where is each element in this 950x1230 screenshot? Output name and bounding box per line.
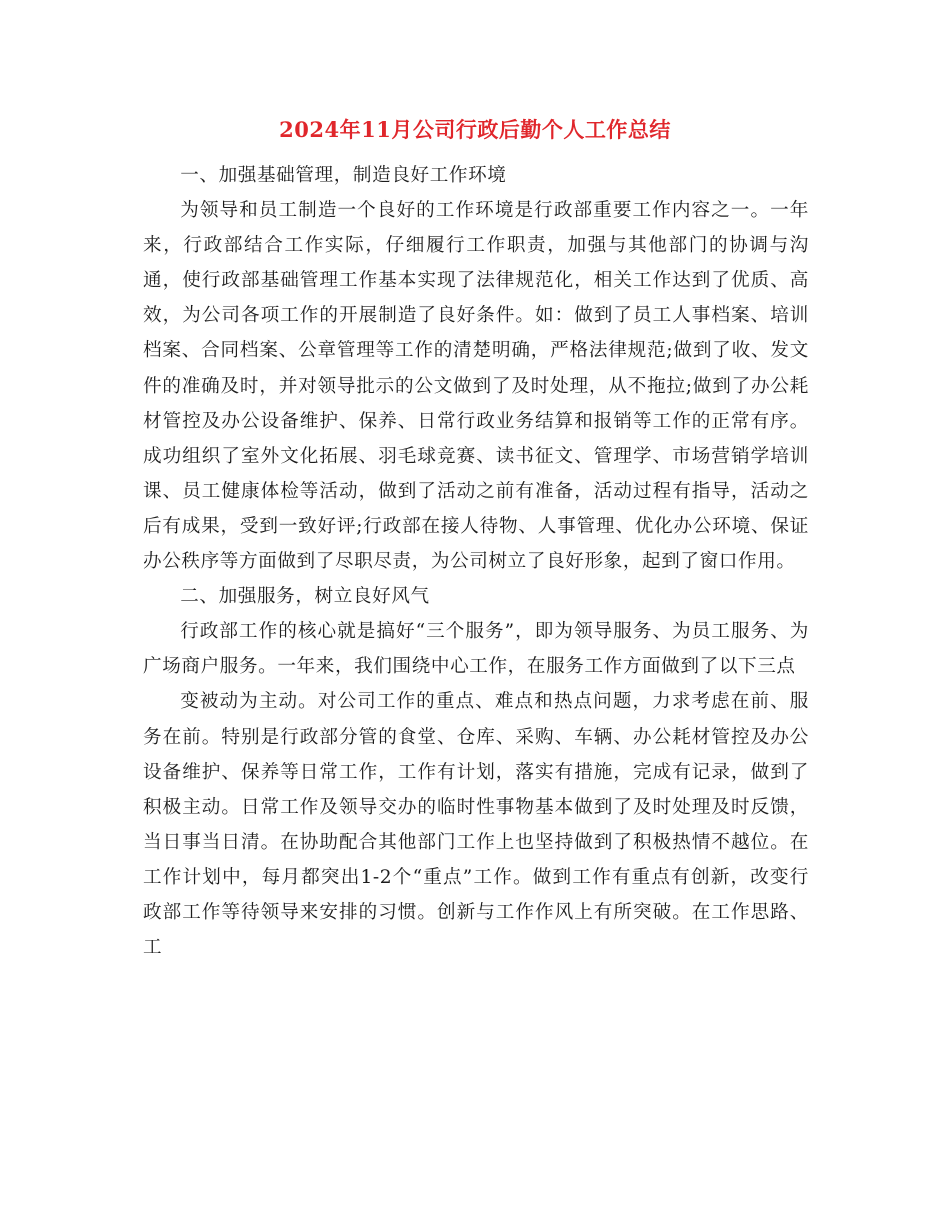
section-heading-2: 二、加强服务，树立良好风气 (180, 586, 430, 608)
document-title: 2024年11月公司行政后勤个人工作总结 (279, 117, 671, 142)
paragraph-3: 变被动为主动。对公司工作的重点、难点和热点问题，力求考虑在前、服务在前。特别是行政部分管的食堂、仓库、采购、车辆、办公耗材管控及办公设备维护、保养等日常工作，工作有计划，落实有措施，完成有记录，做到了积极主动。日常工作及领导交办的临时性事物基本做到了及时处理及时反馈，当日事当日清。在协助配合其他部门工作上也坚持做到了积极热情不越位。在工作计划中，每月都突出1-2个“重点”工作。做到工作有重点有创新，改变行政部工作等待领导来安排的习惯。创新与工作作风上有所突破。在工作思路、工 (143, 691, 809, 959)
section-heading-1: 一、加强基础管理，制造良好工作环境 (180, 165, 507, 186)
paragraph-1: 为领导和员工制造一个良好的工作环境是行政部重要工作内容之一。一年来，行政部结合工作实际，仔细履行工作职责，加强与其他部门的协调与沟通，使行政部基础管理工作基本实现了法律规范化，相关工作达到了优质、高效，为公司各项工作的开展制造了良好条件。如：做到了员工人事档案、培训档案、合同档案、公章管理等工作的清楚明确，严格法律规范;做到了收、发文件的准确及时，并对领导批示的公文做到了及时处理，从不拖拉;做到了办公耗材管控及办公设备维护、保养、日常行政业务结算和报销等工作的正常有序。成功组织了室外文化拓展、羽毛球竞赛、读书征文、管理学、市场营销学培训课、员工健康体检等活动，做到了活动之前有准备，活动过程有指导，活动之后有成果，受到一致好评;行政部在接人待物、人事管理、优化办公环境、保证办公秩序等方面做到了尽职尽责，为公司树立了良好形象，起到了窗口作用。 (143, 200, 809, 573)
paragraph-2: 行政部工作的核心就是搞好“三个服务”，即为领导服务、为员工服务、为广场商户服务。一年来，我们围绕中心工作，在服务工作方面做到了以下三点 (143, 621, 809, 678)
document-body (143, 158, 809, 965)
